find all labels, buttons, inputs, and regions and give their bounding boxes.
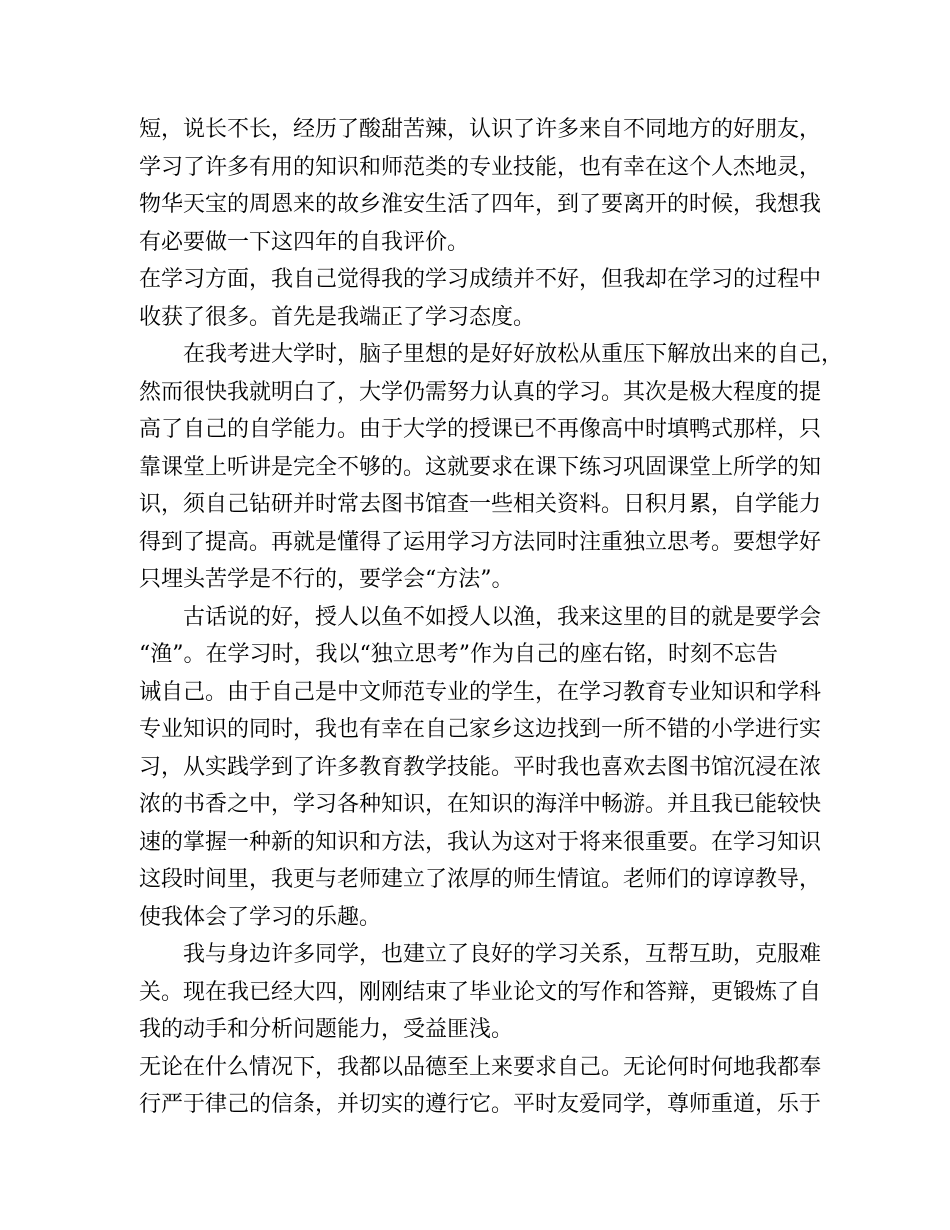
text-line: 诫自己。由于自己是中文师范专业的学生，在学习教育专业知识和学科 [139,679,822,705]
paragraph-5 [139,936,829,1049]
text-line: 靠课堂上听讲是完全不够的。这就要求在课下练习巩固课堂上所学的知 [139,454,822,480]
text-line: 关。现在我已经大四，刚刚结束了毕业论文的写作和答辩，更锻炼了自 [139,979,822,1005]
text-line: 我的动手和分析问题能力，受益匪浅。 [139,1017,514,1042]
text-line: 得到了提高。再就是懂得了运用学习方法同时注重独立思考。要想学好 [139,529,822,555]
text-line: 学习了许多有用的知识和师范类的专业技能，也有幸在这个人杰地灵， [139,154,822,180]
text-line: 只埋头苦学是不行的，要学会“方法”。 [139,567,514,592]
text-line: 我与身边许多同学，也建立了良好的学习关系，互帮互助，克服难 [183,942,822,967]
text-line: 在学习方面，我自己觉得我的学习成绩并不好，但我却在学习的过程中 [139,267,822,292]
text-line: 在我考进大学时，脑子里想的是好好放松从重压下解放出来的自己， [183,342,844,367]
text-line: 使我体会了学习的乐趣。 [139,904,382,930]
text-line: 有必要做一下这四年的自我评价。 [139,229,470,255]
paragraph-6 [139,1049,829,1124]
paragraph-1 [139,111,829,261]
text-line: 然而很快我就明白了，大学仍需努力认真的学习。其次是极大程度的提 [139,379,822,405]
paragraph-3 [139,336,844,599]
text-line: 这段时间里，我更与老师建立了浓厚的师生情谊。老师们的谆谆教导， [139,867,822,892]
text-line: 古话说的好，授人以鱼不如授人以渔，我来这里的目的就是要学会 [183,604,822,630]
text-line: “渔”。在学习时，我以“独立思考”作为自己的座右铭，时刻不忘告 [139,642,778,667]
paragraph-2 [139,261,829,336]
text-line: 专业知识的同时，我也有幸在自己家乡这边找到一所不错的小学进行实 [139,717,822,742]
text-line: 浓的书香之中，学习各种知识，在知识的海洋中畅游。并且我已能较快 [139,792,822,817]
text-line: 物华天宝的周恩来的故乡淮安生活了四年，到了要离开的时候，我想我 [139,192,822,217]
text-line: 收获了很多。首先是我端正了学习态度。 [139,304,536,330]
text-line: 速的掌握一种新的知识和方法，我认为这对于将来很重要。在学习知识 [139,829,822,855]
text-line: 短，说长不长，经历了酸甜苦辣，认识了许多来自不同地方的好朋友， [139,117,822,142]
text-line: 识，须自己钻研并时常去图书馆查一些相关资料。日积月累，自学能力 [139,492,822,517]
text-line: 无论在什么情况下，我都以品德至上来要求自己。无论何时何地我都奉 [139,1054,822,1080]
text-line: 行严于律己的信条，并切实的遵行它。平时友爱同学，尊师重道，乐于 [139,1092,822,1117]
paragraph-4 [139,599,829,937]
text-line: 习，从实践学到了许多教育教学技能。平时我也喜欢去图书馆沉浸在浓 [139,754,822,780]
document-body [139,111,844,1124]
text-line: 高了自己的自学能力。由于大学的授课已不再像高中时填鸭式那样，只 [139,417,822,442]
